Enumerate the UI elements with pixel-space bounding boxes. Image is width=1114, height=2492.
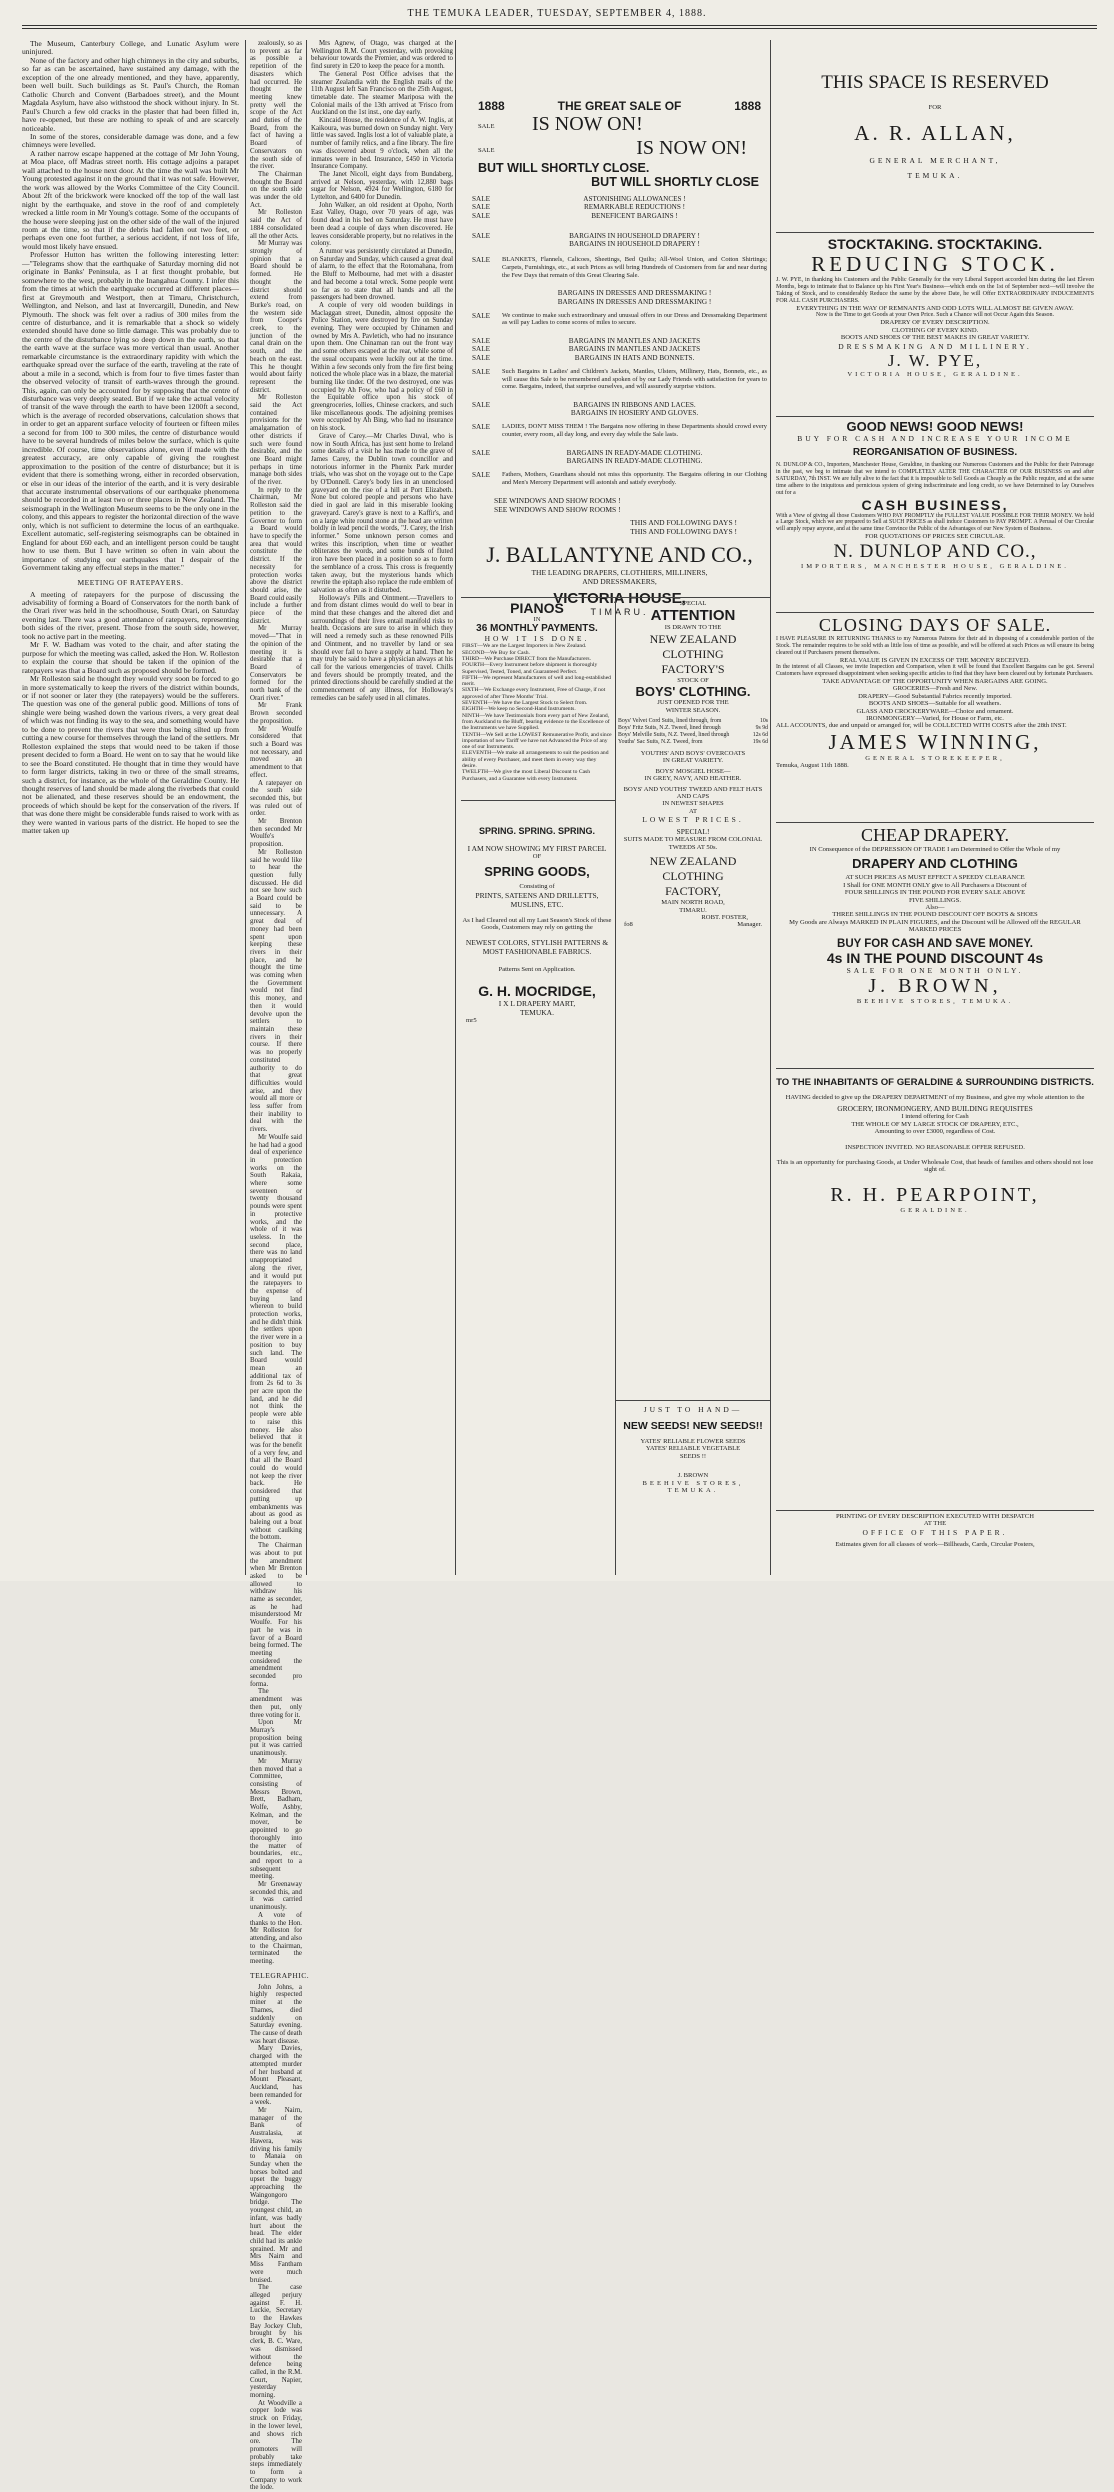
- paragraph: Mr Frank Brown seconded the proposition.: [250, 702, 302, 725]
- pianos-advert: [462, 600, 612, 798]
- firm-name: J. BALLANTYNE AND CO.,: [486, 542, 753, 568]
- advert-heading: BOYS' CLOTHING.: [635, 684, 751, 700]
- sale-line: BARGAINS IN MANTLES AND JACKETS: [568, 345, 701, 354]
- ratepayers-report: [22, 591, 239, 836]
- advert-line: PRINTING OF EVERY DESCRIPTION EXECUTED WITH DESPATCH: [836, 1513, 1034, 1520]
- paragraph: Mr Rolleston said the Act contained provisions for the amalgamation of other districts if such were found desirable, and the one Board might perhaps in time manage both sides of the river.: [250, 394, 302, 487]
- price-item: Boys' Fritz Suits, N.Z. Tweed, lined through: [618, 725, 721, 732]
- firm-town: TIMARU.: [679, 906, 707, 914]
- sale-line: BARGAINS IN HOUSEHOLD DRAPERY !: [569, 240, 700, 249]
- advert-heading: DRAPERY AND CLOTHING: [852, 856, 1018, 872]
- sale-tag: SALE: [472, 471, 490, 480]
- firm-subtitle: I X L DRAPERY MART,: [498, 999, 576, 1009]
- advert-line: DRAPERY OF EVERY DESCRIPTION.: [880, 319, 990, 327]
- advert-body: J. W. PYE, in thanking his Customers and the Public Generally for the very Liberal Support accorded him during the last Eleven Months, begs to intimate that to Balance up his First Year's Business—which ends on the 1st of September next—will involve the Taking of Stock, and to considerably Reduce the same by the above Date, he will Offer EXTRAORDINARY INDUCEMENTS FOR ALL CASH PURCHASERS.: [776, 277, 1094, 304]
- advert-line: REAL VALUE IS GIVEN IN EXCESS OF THE MONEY RECEIVED.: [839, 656, 1031, 664]
- advert-code: mr5: [466, 1017, 477, 1025]
- firm-name: FACTORY,: [665, 884, 721, 899]
- sale-year: 1888: [478, 99, 505, 113]
- advert-line: BOOTS AND SHOES—Suitable for all weathers.: [868, 700, 1002, 708]
- reason-item: NINTH—We have Testimonials from every part of New Zealand, from Auckland to the Bluff, bearing evidence to the Excellence of the Instruments we have Supplied.: [462, 712, 610, 732]
- advert-line: ALL ACCOUNTS, due and unpaid or arranged for, will be COLLECTED WITH COSTS after the 28th INST.: [776, 722, 1067, 730]
- advert-line: I Shall for ONE MONTH ONLY give to All Purchasers a Discount of: [843, 881, 1027, 889]
- advert-border: [776, 1068, 1094, 1069]
- paragraph: John Walker, an old resident at Opoho, North East Valley, Otago, over 70 years of age, was found dead in his bed on Saturday. He must have been dead a couple of days when discovered. He leaves considerable property, but no relatives in the colony.: [311, 201, 453, 248]
- column-divider: [770, 40, 771, 1575]
- sale-days: THIS AND FOLLOWING DAYS !: [630, 527, 737, 537]
- price-value: 12s 6d: [752, 732, 768, 739]
- advert-title: THIS SPACE IS RESERVED: [821, 72, 1049, 93]
- advert-border: [615, 1400, 770, 1401]
- paragraph: The General Post Office advises that the steamer Zealandia with the English mails of the 11th August left San Francisco on the 25th August, timetable date. The steamer Mariposa with the Colonial mails of the 13th arrived at 'Frisco from Auckland on the 1st inst., one day early.: [311, 70, 453, 117]
- winning-advert: [776, 615, 1094, 820]
- advert-line: 36 MONTHLY PAYMENTS.: [476, 623, 598, 635]
- advert-line: IN NEWEST SHAPES: [662, 800, 724, 808]
- reason-item: SIXTH—We Exchange every Instrument, Free of Charge, if not approved of after Three Months' Trial.: [462, 687, 606, 700]
- advert-line: BUY FOR CASH AND INCREASE YOUR INCOME: [797, 434, 1073, 443]
- printing-advert: [776, 1513, 1094, 1575]
- paragraph: Mr Murray then moved that a Committee, consisting of Messrs Brown, Brett, Badham, Wolfe, Ashby, Kelman, and the mover, be appointed to go thoroughly into the matter of boundaries, etc., and report to a subsequent meeting.: [250, 1757, 302, 1881]
- advert-heading: CASH BUSINESS,: [861, 496, 1009, 513]
- paragraph: A rather narrow escape happened at the cottage of Mr John Young, at Moa place, off Madras street north. His cottage adjoins a parapet wall attached to the house next door. At the time the wall was built Mr Young protested against it on the ground that it was not safe. However, the work was allowed by the Works Committee of the City Council. About 2ft of the brickwork were knocked off the top of the wall last night by the earthquake, and stove in the roof of and completely wrecked a little room in Mr Young's cottage. Some of the occupants of the house were sleeping just on the other side of the wall of the injured room at the time, so that if the debris had fallen out two feet, or perhaps even one foot further, a serious accident, if not loss of life, would most likely have ensued.: [22, 148, 239, 251]
- advert-body: N. DUNLOP & CO., Importers, Manchester House, Geraldine, in thanking our Numerous Customers and the Public for their Patronage in the past, we beg to intimate that we intend to COMPLETELY ALTER THE CHARACTER OF OUR BUSINESS on and after SATURDAY, 7th INST. We are fully alive to the fact that it is impossible to Sell Goods as Cheaply as the Public require, and at the same time adhere to the iniquitous and pernicious system of giving indiscriminate and long credit, so we have Determined to lay Ourselves out for a: [776, 462, 1094, 496]
- paragraph: A ratepayer on the south side seconded this, but was ruled out of order.: [250, 779, 302, 818]
- sale-now-on: IS NOW ON!: [532, 113, 643, 135]
- spring-goods-advert: [462, 806, 612, 1056]
- paragraph: None of the factory and other high chimneys in the city and suburbs, so far as can be ascertained, have sustained any damage, with the exception of the one already mentioned, and they have, apparently, been well built. Such buildings as St. Paul's Church, the Roman Catholic Church and Convent (Barbadoes street), and the Mount Magdala Asylum, have also withstood the shock without injury. In St. Paul's Church a few old cracks in the plaster that had been filled in, have re-opened, but these are nothing to speak of and are scarcely noticeable.: [22, 55, 239, 133]
- advert-border: [776, 1510, 1094, 1511]
- sale-description: Fathers, Mothers, Guardians should not miss this opportunity. The Bargains offering in our Clothing and Men's Mercery Department will astonish and satisfy everybody.: [502, 471, 767, 486]
- new-seeds-advert: [618, 1405, 768, 1575]
- article-column-2: [250, 40, 310, 2492]
- advert-title: NEW SEEDS! NEW SEEDS!!: [623, 1420, 763, 1432]
- advert-line: AT THE: [923, 1520, 947, 1528]
- sale-tag: SALE: [472, 367, 490, 376]
- sale-line: BARGAINS IN DRESSES AND DRESSMAKING !: [557, 297, 712, 306]
- paragraph: Mary Davies, charged with the attempted murder of her husband at Mount Pleasant, Auckland, has been remanded for a week.: [250, 2045, 302, 2107]
- advert-line: EVERYTHING IN THE WAY OF REMNANTS AND ODD LOTS WILL ALMOST BE GIVEN AWAY.: [796, 305, 1074, 312]
- advert-line: YATES' RELIABLE VEGETABLE: [645, 1445, 741, 1453]
- advert-line: GROCERY, IRONMONGERY, AND BUILDING REQUISITES: [837, 1104, 1033, 1114]
- firm-town: GERALDINE.: [900, 1206, 970, 1214]
- cheap-drapery-advert: [776, 825, 1094, 1065]
- paragraph: The case alleged perjury against F. H. Luckie, Secretary to the Hawkes Bay Jockey Club, brought by his clerk, B. C. Ware, was dismissed without the defence being called, in the R.M. Court, Napier, yesterday morning.: [250, 2284, 302, 2400]
- advert-line: Amounting to over £3000, regardless of Cost.: [874, 1128, 996, 1136]
- sale-tag: SALE: [472, 337, 490, 346]
- firm-name: R. H. PEARPOINT,: [830, 1183, 1040, 1206]
- advert-line: SALE FOR ONE MONTH ONLY.: [846, 965, 1024, 975]
- paragraph: A couple of very old wooden buildings in Maclaggan street, Dunedin, almost opposite the Police Station, were destroyed by fire on Sunday evening. They were occupied by Chinamen and owned by Mrs A. Pavletich, who had no insurance upon them. One Chinaman ran out the front way and some others escaped at the rear, while some of the usual occupants were luckily out at the time. Within a few seconds only from the fire first being noticed the whole place was in a blaze, the material burning like tinder. Of the two destroyed, one was occupied by Ah Fow, who had a policy of £60 in the Equitable office upon his stock of greengroceries, lollies, Chinese crackers, and such like miscellaneous goods. The adjoining premises were occupied by Ah Bing, who had no insurance on his stock.: [311, 301, 453, 433]
- advert-title: SPRING. SPRING. SPRING.: [478, 826, 596, 836]
- advert-line: BOOTS AND SHOES OF THE BEST MAKES IN GREAT VARIETY.: [840, 334, 1030, 342]
- sale-line: BARGAINS IN HOUSEHOLD DRAPERY !: [569, 231, 700, 240]
- paragraph: The Chairman thought the Board on the south side was under the old Act.: [250, 170, 302, 209]
- firm-subtitle: BEEHIVE STORES, TEMUKA.: [856, 997, 1014, 1005]
- advert-heading: NEW ZEALAND CLOTHING: [649, 631, 737, 661]
- advert-line: THE WHOLE OF MY LARGE STOCK OF DRAPERY, ETC.,: [851, 1120, 1019, 1128]
- earthquake-report: [22, 40, 239, 573]
- paragraph: zealously, so as to prevent as far as possible a repetition of the disasters which had occurred. He thought the meeting knew pretty well the scope of the Act and duties of the Board, from the fact of having a Board of Conservators on the south side of the river.: [250, 40, 302, 171]
- advert-line: HOW IT IS DONE.: [484, 634, 590, 644]
- sale-line: BARGAINS IN MANTLES AND JACKETS: [568, 337, 701, 346]
- paragraph: The Chairman was about to put the amendment when Mr Brenton asked to be allowed to withdraw his name as seconder, as he had misunderstood Mr Woulfe. For his part he was in favor of a Board being formed. The meeting considered the amendment seconded pro forma.: [250, 1542, 302, 1688]
- advert-border: [776, 416, 1094, 417]
- firm-subtitle: GENERAL STOREKEEPER,: [865, 754, 1005, 762]
- advert-title: CHEAP DRAPERY.: [860, 825, 1010, 845]
- sale-tag: SALE: [472, 311, 490, 320]
- sale-tag: SALE: [472, 423, 490, 432]
- paragraph: John Johns, a highly respected miner at the Thames, died suddenly on Saturday evening. The cause of death was heart disease.: [250, 1983, 302, 2045]
- paragraph: Mr Rolleston said he would like to hear the question fully discussed. He did not see how such a Board could be said to be unnecessary. A great deal of money had been spent upon keeping these rivers in their place, and he thought the time was coming when the Government would not find this money, and then it would devolve upon the settlers to maintain these rivers in their course. If there was no properly constituted authority to do that great difficulties would arise, and they would all more or less suffer from their inability to deal with the rivers.: [250, 848, 302, 1134]
- advert-line: STOCK OF: [677, 676, 709, 684]
- sale-headline: [472, 99, 767, 113]
- firm-town: TEMUKA.: [520, 1008, 554, 1018]
- reason-item: TENTH—We Sell at the LOWEST Remunerative Profit, and since importation of new Tariff we have not Advanced the Price of any one of our Instruments.: [462, 731, 612, 751]
- advert-body: I HAVE PLEASURE IN RETURNING THANKS to my Numerous Patrons for their aid in disposing of a considerable portion of the Stock. The remainder requires to be sold with as little loss of time as possible, and will be offered at such Prices as will ensure its being cleared out if Purchasers present themselves.: [776, 636, 1094, 656]
- firm-subtitle: VICTORIA HOUSE, GERALDINE.: [847, 370, 1023, 378]
- reason-item: FIFTH—We represent Manufacturers of well and long-established merit.: [462, 674, 611, 688]
- advert-title: STOCKTAKING. STOCKTAKING.: [827, 236, 1043, 252]
- advert-border: [461, 800, 615, 801]
- advert-line: This is an opportunity for purchasing Goods, at Under Wholesale Cost, that heads of families and others should not lose sight of.: [776, 1159, 1094, 1174]
- advert-line: THREE SHILLINGS IN THE POUND DISCOUNT OFF BOOTS & SHOES: [832, 911, 1038, 919]
- advert-border: [776, 822, 1094, 823]
- sale-windows: SEE WINDOWS AND SHOW ROOMS !: [494, 505, 621, 515]
- firm-name: A. R. ALLAN,: [854, 121, 1016, 146]
- article-column-1: [22, 40, 239, 1575]
- firm-name: NEW ZEALAND CLOTHING: [649, 854, 737, 884]
- advert-line: GLASS AND CROCKERYWARE—Choice and ornament.: [856, 707, 1014, 715]
- advert-code: fo8: [624, 921, 633, 929]
- allan-advert: [776, 60, 1094, 230]
- advert-title: TO THE INHABITANTS OF GERALDINE & SURROUNDING DISTRICTS.: [776, 1077, 1094, 1088]
- advert-line: BOYS' AND YOUTHS' TWEED AND FELT HATS AND CAPS: [623, 785, 763, 801]
- masthead: THE TEMUKA LEADER, TUESDAY, SEPTEMBER 4, 1888.: [407, 8, 707, 19]
- reason-item: TWELFTH—We give the most Liberal Discount to Cash Purchasers, and a Guarantee with every Instrument.: [462, 769, 591, 782]
- paragraph: In some of the stores, considerable damage was done, and a few chimneys were levelled.: [22, 131, 239, 150]
- paragraph: Mr Murray was strongly of opinion that a Board should be formed. He thought the district should extend from Burke's road, on the western side from Cooper's creek, to the junction of the canal drain on the south, and the beach on the east. This he thought would about fairly represent the district.: [250, 240, 302, 394]
- price-row: [618, 739, 768, 746]
- advert-line: FOR QUOTATIONS OF PRICES SEE CIRCULAR.: [865, 533, 1005, 541]
- firm-subtitle: GENERAL MERCHANT,: [869, 156, 1001, 166]
- column-divider: [245, 40, 246, 1575]
- advert-line: Estimates given for all classes of work—Billheads, Cards, Circular Posters,: [835, 1540, 1035, 1548]
- sale-closing: BUT WILL SHORTLY CLOSE.: [478, 161, 650, 175]
- price-item: Youths' Sac Suits, N.Z. Tweed, from: [618, 739, 703, 746]
- advert-line: FIVE SHILLINGS.: [908, 896, 962, 904]
- advert-line: PRINTS, SATEENS AND DRILLETTS, MUSLINS, ETC.: [475, 890, 599, 909]
- advert-line: FOR: [928, 104, 942, 111]
- firm-name: J. W. PYE,: [887, 350, 983, 370]
- advert-line: JUST OPENED FOR THE: [657, 699, 729, 707]
- firm-town: TEMUKA.: [667, 1487, 719, 1495]
- firm-town: TEMUKA.: [907, 171, 963, 181]
- pearpoint-advert: [776, 1071, 1094, 1231]
- ratepayers-report-continued: [250, 40, 302, 1966]
- paragraph: The amendment was then put, only three voting for it.: [250, 1688, 302, 1719]
- firm-subtitle: IMPORTERS, MANCHESTER HOUSE, GERALDINE.: [801, 562, 1069, 570]
- advert-line: AT SUCH PRICES AS MUST EFFECT A SPEEDY CLEARANCE: [845, 874, 1025, 882]
- sale-tag: SALE: [472, 400, 490, 409]
- advert-line: WINTER SEASON.: [665, 706, 721, 714]
- paragraph: Professor Hutton has written the following interesting letter:—"Telegrams show that the earthquake of Saturday morning did not originate in Banks' Peninsula, as I at first thought probable, but somewhere to the west, probably in the Inangahua County. I infer this from the times at which the earthquake occurred at different places—first at Greymouth and Westport, then at Timaru, Christchurch, Wellington, and Nelson, and last at Invercargill, Dunedin, and New Plymouth. The shock was felt over a radius of 300 miles from the centre of disturbance, and it is remarkable that a shock so widely extended should have done so little damage. This was probably due to the centre of the disturbance lying so deep down in the earth, so that the earth wave at the surface was more vertical than usual. Another remarkable circumstance is the extraordinary rapidity with which the earthquake spread over the surface of the earth, traveling at the rate of about a mile in a second, which is from four to five times faster than the observed velocity of transit of earth-waves through the ground. This, again, can only be accounted for by supposing that the centre of disturbance was very deeply seated. But if we take the actual velocity of transit of the wave through the earth to have been 1200ft a second, which is the average of recorded observations, calculation shows that in order to get an apparent surface velocity of fourteen or fifteen miles a second for from 100 to 300 miles, the centre of disturbance would have to be several hundreds of miles below the surface, which is quite incredible. Of course, time observations alone, even if made with the greatest accuracy, are only capable of giving the roughest approximation to the position of the centre of disturbance; but it is evident that there is something wrong, either in recorded observation, or else in our ideas of the interior of the earth, and it is very desirable that accurate instrumental observations of our earthquake phenomena should be recorded in at least two or three places in New Zealand. The seismograph in the Wellington Museum seems to be the only one in the colony, and this appears to register the horizontal direction of the wave only, which is not sufficient to determine the locus of an earthquake. Excellent automatic, self-registering seismographs can be obtained in England for about £60 each, and an intelligent person could be taught how to use them. But I have written so often in vain about the importance of studying our earthquakes that I despair of the Government taking any effectual steps in the matter.": [22, 250, 239, 573]
- advert-line: IN: [533, 616, 541, 623]
- price-row: [618, 725, 768, 732]
- sale-line: BENEFICENT BARGAINS !: [591, 211, 678, 220]
- sale-tag: SALE: [478, 123, 495, 130]
- sale-line: BARGAINS IN READY-MADE CLOTHING.: [566, 456, 703, 465]
- paragraph: Mr Murray moved—"That in the opinion of the meeting it is desirable that a Board of Conservators be formed for the north bank of the Orari river.": [250, 625, 302, 702]
- advert-line: IS DRAWN TO THE: [664, 624, 722, 632]
- paragraph: Mr Rolleston said the Act of 1884 consolidated all the other Acts.: [250, 209, 302, 240]
- advert-line: IN GREAT VARIETY.: [662, 757, 724, 765]
- sale-tag: SALE: [472, 211, 490, 220]
- sale-tag: SALE: [472, 353, 490, 362]
- sale-line: BARGAINS IN RIBBONS AND LACES.: [573, 400, 696, 409]
- advert-line: OF: [532, 853, 542, 860]
- advert-line: Consisting of: [519, 883, 555, 891]
- manager-label: Manager.: [737, 921, 762, 929]
- sale-days: THIS AND FOLLOWING DAYS !: [630, 518, 737, 528]
- advert-line: Now is the Time to get Goods at your Own Price. Such a Chance will not Occur Again this Season.: [815, 312, 1055, 319]
- sale-closing: BUT WILL SHORTLY CLOSE: [591, 175, 759, 189]
- firm-name: JAMES WINNING,: [828, 729, 1042, 754]
- advert-line: LOWEST PRICES.: [642, 815, 744, 825]
- advert-line: DRAPERY—Good Substantial Fabrics recently imported.: [858, 692, 1012, 700]
- firm-name: J. BROWN,: [868, 974, 1002, 997]
- firm-name: N. DUNLOP AND CO.,: [833, 540, 1037, 562]
- advert-title: ATTENTION: [650, 607, 736, 625]
- sale-now-on: IS NOW ON!: [636, 137, 747, 159]
- sale-description: LADIES, DON'T MISS THEM ! The Bargains now offering in these Departments should crowd every counter, every room, all day long, and every day while the Sale lasts.: [502, 423, 767, 438]
- advert-line: SEEDS !!: [679, 1452, 707, 1460]
- sale-line: REMARKABLE REDUCTIONS !: [583, 203, 686, 212]
- sale-line: BARGAINS IN DRESSES AND DRESSMAKING !: [557, 289, 712, 298]
- advert-line: I intend offering for Cash: [901, 1113, 969, 1121]
- price-row: [618, 718, 768, 725]
- sale-year: 1888: [734, 99, 761, 113]
- price-value: 9s 9d: [755, 725, 768, 732]
- paragraph: In reply to the Chairman, Mr Rolleston said the petition to the Governor to form a Board would have to specify the area that would constitute the district. If the necessity for protection works above the district should arise, the Board could easily include a further piece of the district.: [250, 486, 302, 625]
- advert-line: TAKE ADVANTAGE OF THE OPPORTUNITY WHEN BARGAINS ARE GOING.: [822, 677, 1048, 685]
- firm-name: G. H. MOCRIDGE,: [478, 983, 596, 1000]
- telegraphic-news: [250, 1984, 302, 2492]
- firm-subtitle: THE LEADING DRAPERS, CLOTHIERS, MILLINERS,: [531, 568, 708, 578]
- advert-line: Also—: [925, 904, 945, 912]
- advert-line: NEWEST COLORS, STYLISH PATTERNS & MOST FASHIONABLE FABRICS.: [465, 937, 609, 956]
- sale-title: THE GREAT SALE OF: [557, 99, 682, 113]
- firm-address: MAIN NORTH ROAD,: [661, 899, 725, 907]
- paragraph: Mr Nairn, manager of the Bank of Australasia, at Hawera, was driving his family to Manaia on Sunday when the horses bolted and upset the buggy approaching the Waingongoro bridge. The youngest child, an infant, was badly hurt about the head. The elder child had its ankle sprained. Mr and Mrs Nairn and Miss Fantham were much bruised.: [250, 2107, 302, 2284]
- column-divider: [615, 597, 616, 1575]
- advert-line: IRONMONGERY—Varied, for House or Farm, etc.: [866, 714, 1004, 722]
- advert-body: In the interest of all Classes, we invite Inspection and Comparison, when it will be found that Excellent Bargains can be got. Several Customers have expressed disappointment when seeking specific articles to find that they have been cleared out by fortunate Purchasers.: [776, 664, 1094, 678]
- reason-item: SEVENTH—We have the Largest Stock to Select from.: [462, 700, 588, 707]
- masthead-rule: [22, 25, 1097, 26]
- advert-heading: BUY FOR CASH AND SAVE MONEY.: [837, 937, 1033, 950]
- price-item: Boys' Velvet Cord Suits, lined through, from: [618, 718, 722, 725]
- advert-line: BOYS' MOSGIEL HOSE—: [655, 767, 731, 775]
- advert-title: PIANOS: [510, 600, 564, 616]
- paragraph: At Woodville a copper lode was struck on Friday, in the lower level, and shows rich ore. The promoters will probably take steps immediately to form a Company to work the lode.: [250, 2399, 302, 2492]
- advert-line: YATES' RELIABLE FLOWER SEEDS: [640, 1438, 746, 1445]
- sale-line: BARGAINS IN HOSIERY AND GLOVES.: [570, 409, 699, 418]
- reason-item: FIRST—We are the Largest Importers in New Zealand.: [462, 643, 587, 650]
- reason-item: ELEVENTH—We make all arrangements to suit the position and ability of every Purchaser, and meet them in every way they desire.: [462, 750, 609, 770]
- paragraph: Holloway's Pills and Ointment.—Travellers to and from distant climes would do well to bear in mind that these changes and the altered diet and surroundings of their lives entail manifold risks to health. Occasions are sure to arise in which they will need a remedy such as these renowned Pills and Ointment, and no traveller by land or sea should ever fail to have a supply at hand. Then he may truly be said to have a physician always at his call for the various emergencies of travel. Chills and fevers should be promptly treated, and the printed directions should be carefully studied at the commencement of any illness, for Holloway's remedies can be safely used in all climates.: [311, 594, 453, 702]
- article-heading: TELEGRAPHIC.: [250, 1970, 310, 1980]
- paragraph: A vote of thanks to the Hon. Mr Rolleston for attending, and also to the Chairman, terminated the meeting.: [250, 1911, 302, 1966]
- advert-line: DRESSMAKING AND MILLINERY.: [838, 341, 1032, 351]
- advert-line: GROCERIES—Fresh and New.: [892, 685, 978, 693]
- advert-footer: [618, 921, 768, 928]
- sale-line: BARGAINS IN HATS AND BONNETS.: [574, 353, 695, 362]
- advert-line: SUITS MADE TO MEASURE FROM COLONIAL TWEEDS AT 50s.: [623, 836, 763, 851]
- advert-heading: 4s IN THE POUND DISCOUNT 4s: [826, 949, 1044, 966]
- advert-line: My Goods are Always MARKED IN PLAIN FIGURES, and the Discount will be Allowed off the REGULAR MARKED PRICES: [789, 918, 1081, 934]
- firm-name: J. BROWN: [677, 1472, 709, 1480]
- advert-line: JUST TO HAND—: [643, 1405, 743, 1414]
- firm-manager: ROBT. FOSTER,: [701, 913, 748, 921]
- sale-windows: SEE WINDOWS AND SHOW ROOMS !: [494, 496, 621, 506]
- paragraph: Mr Greenaway seconded this, and it was carried unanimously.: [250, 1881, 302, 1912]
- reason-item: SECOND—We Buy for Cash.: [462, 649, 530, 656]
- price-item: Boys' Melville Suits, N.Z. Tweed, lined through: [618, 732, 730, 739]
- advert-line: OFFICE OF THIS PAPER.: [862, 1527, 1008, 1537]
- advert-title: GOOD NEWS! GOOD NEWS!: [846, 419, 1024, 434]
- sale-description: We continue to make such extraordinary and unusual offers in our Dress and Dressmaking Department as will pay Ladies to come scores of miles to secure.: [502, 311, 767, 327]
- clothing-factory-advert: [618, 600, 768, 929]
- column-divider: [306, 40, 307, 1575]
- dunlop-advert: [776, 419, 1094, 611]
- paragraph: Mr F. W. Badham was voted to the chair, and after stating the purpose for which the meeting was called, asked the Hon. W. Rolleston to explain the course that should be taken if the opinion of the ratepayers was that a Board such as proposed should be formed.: [22, 640, 239, 675]
- advert-line: Patterns Sent on Application.: [498, 965, 576, 973]
- firm-subtitle: AND DRESSMAKERS,: [582, 577, 657, 587]
- advert-line: IN Consequence of the DEPRESSION OF TRADE I am Determined to Offer the Whole of my: [809, 846, 1061, 853]
- paragraph: Mrs Agnew, of Otago, was charged at the Wellington R.M. Court yesterday, with provoking behaviour towards the Premier, and was ordered to find surety in £20 to keep the peace for a month.: [311, 40, 453, 71]
- firm-town: TIMARU.: [590, 607, 649, 618]
- advert-line: SPECIAL: [679, 600, 707, 607]
- advert-heading: REDUCING STOCK.: [811, 252, 1059, 276]
- sale-tag: SALE: [472, 256, 490, 265]
- advert-heading: REORGANISATION OF BUSINESS.: [852, 447, 1018, 458]
- price-value: 10s: [759, 718, 768, 725]
- advert-border: [776, 232, 1094, 233]
- masthead-rule-lower: [22, 28, 1097, 29]
- advert-line: SPECIAL!: [676, 827, 710, 837]
- sale-line: BARGAINS IN READY-MADE CLOTHING.: [566, 448, 703, 457]
- paragraph: A meeting of ratepayers for the purpose of discussing the advisability of forming a Board of Conservators for the north bank of the Orari river was held in the schoolhouse, South Orari, on Saturday evening last. There was a good attendance of ratepayers, representing both sides of the river, present. Those from the south side, however, took no active part in the meeting.: [22, 589, 239, 641]
- sale-tag: SALE: [472, 195, 490, 203]
- column-divider: [455, 40, 456, 1575]
- price-value: 19s 6d: [752, 739, 768, 746]
- paragraph: Mr Woulfe considered that such a Board was not necessary, and moved an amendment to that effect.: [250, 725, 302, 779]
- sale-tag: SALE: [472, 345, 490, 354]
- piano-reasons: [462, 643, 612, 782]
- paragraph: A rumor was persistently circulated at Dunedin, on Saturday and Sunday, which caused a great deal of alarm, to the effect that the Rotomahana, from the Bluff to Melbourne, had met with a disaster and had become a total wreck. Some people went so far as to state that all hands and all the passengers had been drowned.: [311, 247, 453, 302]
- pye-advert: [776, 236, 1094, 414]
- advert-date: Temuka, August 11th 1888.: [776, 762, 849, 770]
- article-column-3: [311, 40, 453, 1575]
- firm-subtitle: BEEHIVE STORES,: [642, 1479, 744, 1487]
- advert-line: As I had Cleared out all my Last Season's Stock of these Goods, Customers may rely on getting the: [462, 916, 612, 932]
- sale-description: Such Bargains in Ladies' and Children's Jackets, Mantles, Ulsters, Millinery, Hats, Bonnets, etc., as will cause this Sale to be remembered and spoken of by our Lady Friends with satisfaction for years to come. Bargains, indeed, that surprise ourselves, and will assuredly surprise visitors.: [502, 367, 767, 391]
- advert-line: AT: [688, 807, 698, 815]
- advert-line: INSPECTION INVITED. NO REASONABLE OFFER REFUSED.: [845, 1143, 1025, 1151]
- advert-line: CLOTHING OF EVERY KIND.: [891, 326, 979, 334]
- sale-tag: SALE: [472, 448, 490, 457]
- advert-border: [776, 612, 1094, 613]
- sale-description: BLANKETS, Flannels, Calicoes, Sheetings, Bed Quilts; All-Wool Union, and Cotton Shirtings; Carpets, Furnishings, etc., at such Prices as will bring Hundreds of Customers from far and near during the Few Days that remain of this Great Clearing Sale.: [502, 256, 767, 279]
- paragraph: Kincaid House, the residence of A. W. Inglis, at Kaikoura, was burned down on Sunday night. Very little was saved. Inglis lost a lot of valuable plate, a number of family relics, and a fine library. The fire was discovered about 9 o'clock, when all the inmates were in bed. Insurance, £450 in Victoria Insurance Company.: [311, 117, 453, 171]
- advert-heading: FACTORY'S: [661, 661, 725, 676]
- article-heading: MEETING OF RATEPAYERS.: [77, 577, 184, 587]
- price-row: [618, 732, 768, 739]
- advert-title: CLOSING DAYS OF SALE.: [818, 615, 1052, 635]
- reason-item: THIRD—We Purchase DIRECT from the Manufacturers.: [462, 656, 591, 662]
- advert-body: With a View of giving all those Customers WHO PAY PROMPTLY the FULLEST VALUE POSSIBLE FOR THEIR MONEY. We hold a Large Stock, which we are prepared to Sell at SUCH PRICES as shall induce Customers to PAY PROMPT. A Perusal of Our Circular will amply repay anyone, and at the same time Convince the Public of the Advantages of our New System of Business.: [776, 512, 1094, 533]
- paragraph: The Museum, Canterbury College, and Lunatic Asylum were uninjured.: [22, 39, 239, 57]
- sale-tag: SALE: [472, 231, 490, 240]
- sale-line: ASTONISHING ALLOWANCES !: [583, 195, 686, 203]
- advert-heading: SPRING GOODS,: [484, 864, 590, 880]
- advert-line: I AM NOW SHOWING MY FIRST PARCEL: [467, 844, 607, 853]
- sale-tag: SALE: [472, 203, 490, 212]
- reason-item: EIGHTH—We keep no Second-Hand Instruments.: [462, 706, 576, 713]
- price-list: [618, 718, 768, 746]
- advert-line: IN GREY, NAVY, AND HEATHER.: [644, 775, 742, 783]
- paragraph: Mr Woulfe said he had had a good deal of experience in protection works on the South Rakaia, where some seventeen or twenty thousand pounds were spent in protective works, and the whole of it was useless. In the second place, there was no land unappropriated along the river, and it would put the ratepayers to the expense of buying land whereon to build protection works, and he didn't think the settlers upon the river were in a position to buy such land. The Board would mean an additional tax of from 2s 6d to 3s per acre upon the land, and he did not think the people were able to raise this money. He also believed that it was for the benefit of a very few, and that all the Board could do would not keep the river back. He considered that putting up embankments was about as good as baleing out a boat without caulking the bottom.: [250, 1133, 302, 1542]
- firm-house: VICTORIA HOUSE,: [553, 590, 686, 608]
- advert-line: HAVING decided to give up the DRAPERY DEPARTMENT of my Business, and give my whole attention to the: [785, 1094, 1085, 1101]
- paragraph: Grave of Carey.—Mr Charles Duval, who is now in South Africa, has just sent home to Ireland some details of a visit he has made to the grave of James Carey, the Dublin town councillor and notorious informer in the Phœnix Park murder trials, who was shot on the voyage out to the Cape by O'Donnell. Carey's body lies in an unenclosed graveyard on the rise of a hill at Port Elizabeth. None but colored people and persons who have died in gaol are laid in this miserable looking graveyard. Carey's grave is next to a Kaffir's, and on a large white round stone at the head are written boldly in lead pencil the words, "J. Carey, the Irish informer." Some unknown person comes and writes this inscription, when time or weather obliterates the words, and some bunds of fluted iron have been placed in a position so as to form the semblance of a cross. This cross is frequently taken away, but the mysterious hands which rewrite the epitaph also replace the rude emblem of salvation as often as it disturbed.: [311, 432, 453, 594]
- sale-tag: SALE: [478, 147, 495, 154]
- paragraph: Mr Rolleston said he thought they would very soon be forced to go in more systematically to keep the rivers of the district within bounds, or if not sooner or later they (the ratepayers) would be the sufferers. The question was one of the general public good. Millions of tons of shingle were being washed down the various rivers, a very great deal of which was not finding its way to the sea, and something would have to be done to prevent the rivers that were thus being silted up from cutting a new course for themselves through the land of the settlers. Mr Rolleston explained the steps that would need to be taken if those present decided to form a Board. He went on to say that he would like to see the Board constituted. He thought that in time they would have to form larger districts, taking in two or three of the small streams, such a district, for instance, as the whole of the Geraldine County. He thought reserves of land should be made along the riverbeds that could not be alienated, and these reserves should be an endowment, the proceeds of which should be kept for the conservation of the rivers. If that was done there might be considerable funds raised to work with as they were wanted in various parts of the district. He hoped to see the matter taken up: [22, 674, 239, 836]
- paragraph: Upon Mr Murray's proposition being put it was carried unanimously.: [250, 1719, 302, 1758]
- paragraph: The Janet Nicoll, eight days from Bundaberg, arrived at Nelson, yesterday, with 12,880 bags sugar for Nelson, 4924 for Wellington, 6180 for Lyttelton, and 6400 for Dunedin.: [311, 170, 453, 202]
- reason-item: FOURTH—Every Instrument before shipment is thoroughly Supervised, Tested, Toned, and Guaranteed Perfect.: [462, 662, 598, 675]
- paragraph: Mr Brenton then seconded Mr Woulfe's proposition.: [250, 818, 302, 849]
- advert-line: YOUTHS' AND BOYS' OVERCOATS: [640, 750, 746, 758]
- advert-line: FOUR SHILLINGS IN THE POUND FOR EVERY SALE ABOVE: [844, 889, 1026, 897]
